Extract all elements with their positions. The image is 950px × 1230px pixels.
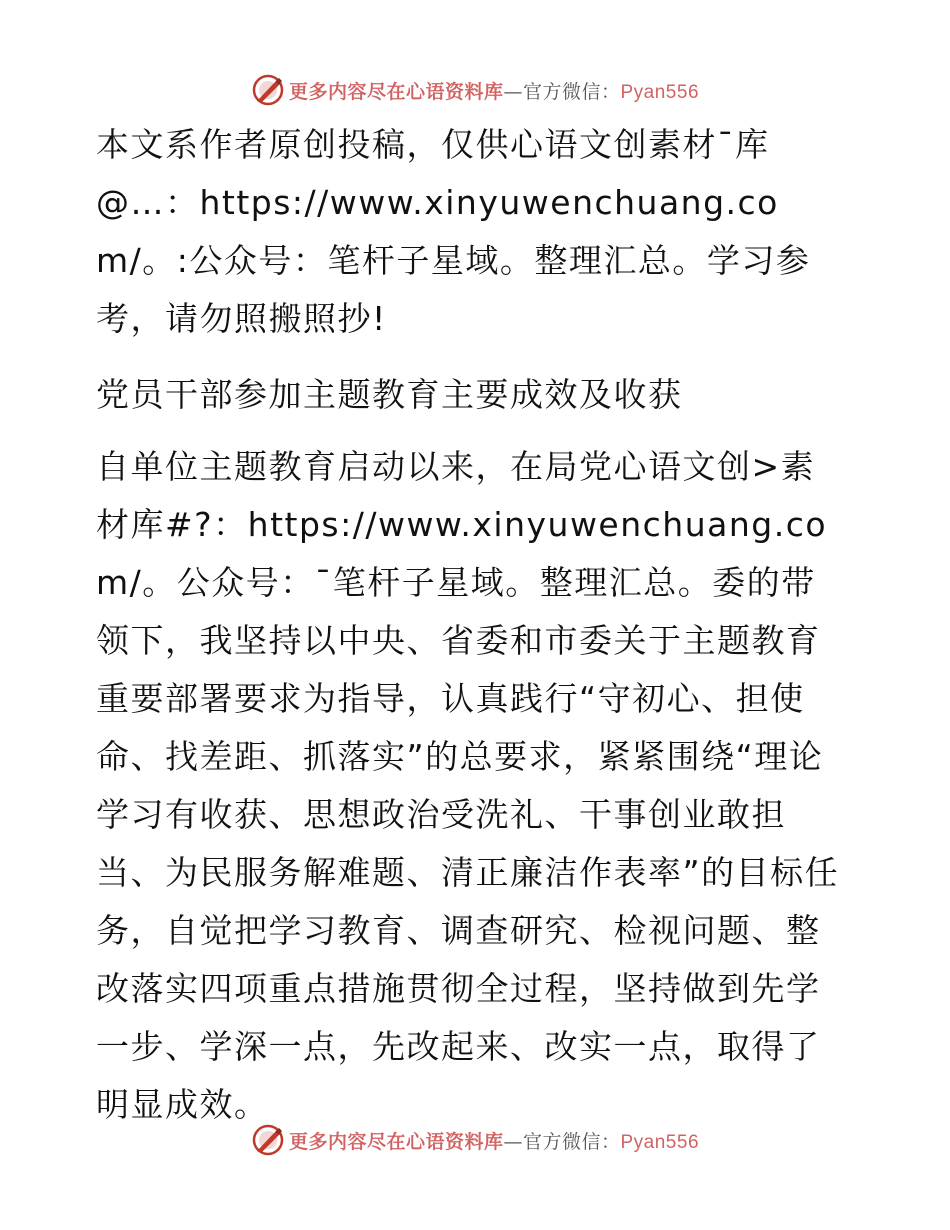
promo-separator: — [503, 80, 523, 103]
official-wechat-label: 官方微信： [522, 80, 621, 103]
promo-line [289, 77, 699, 104]
header-banner[interactable] [0, 70, 950, 110]
promo-separator: — [503, 1130, 523, 1153]
promo-text: 更多内容尽在心语资料库 [288, 80, 504, 103]
main-paragraph: 自单位主题教育启动以来，在局党心语文创>素材库#?：https://www.xinyuwenchuang.com/。公众号：¯笔杆子星域。整理汇总。委的带领下，我坚持以中央、省委和市委关于主题教育重要部署要求为指导，认真践行“守初心、担使命、找差距、抓落实”的总要求，紧紧围绕“理论学习有收获、思想政治受洗礼、干事创业敢担当、为民服务解难题、清正廉洁作表率”的目标任务，自觉把学习教育、调查研究、检视问题、整改落实四项重点措施贯彻全过程，坚持做到先学一步、学深一点，先改起来、改实一点，取得了明显成效。 [96, 447, 840, 1124]
intro-paragraph: 本文系作者原创投稿，仅供心语文创素材¯库@…：https://www.xinyuwenchuang.com/。:公众号：笔杆子星域。整理汇总。学习参考，请勿照搬照抄! [96, 125, 811, 338]
pen-logo-icon [251, 73, 285, 107]
wechat-id: Pyan556 [620, 81, 700, 103]
promo-line [289, 1127, 699, 1154]
document-title: 党员干部参加主题教育主要成效及收获 [96, 375, 683, 414]
wechat-id: Pyan556 [620, 1131, 700, 1153]
pen-logo-icon [251, 1123, 285, 1157]
footer-banner[interactable] [0, 1120, 950, 1160]
official-wechat-label: 官方微信： [522, 1130, 621, 1153]
promo-text: 更多内容尽在心语资料库 [288, 1130, 504, 1153]
